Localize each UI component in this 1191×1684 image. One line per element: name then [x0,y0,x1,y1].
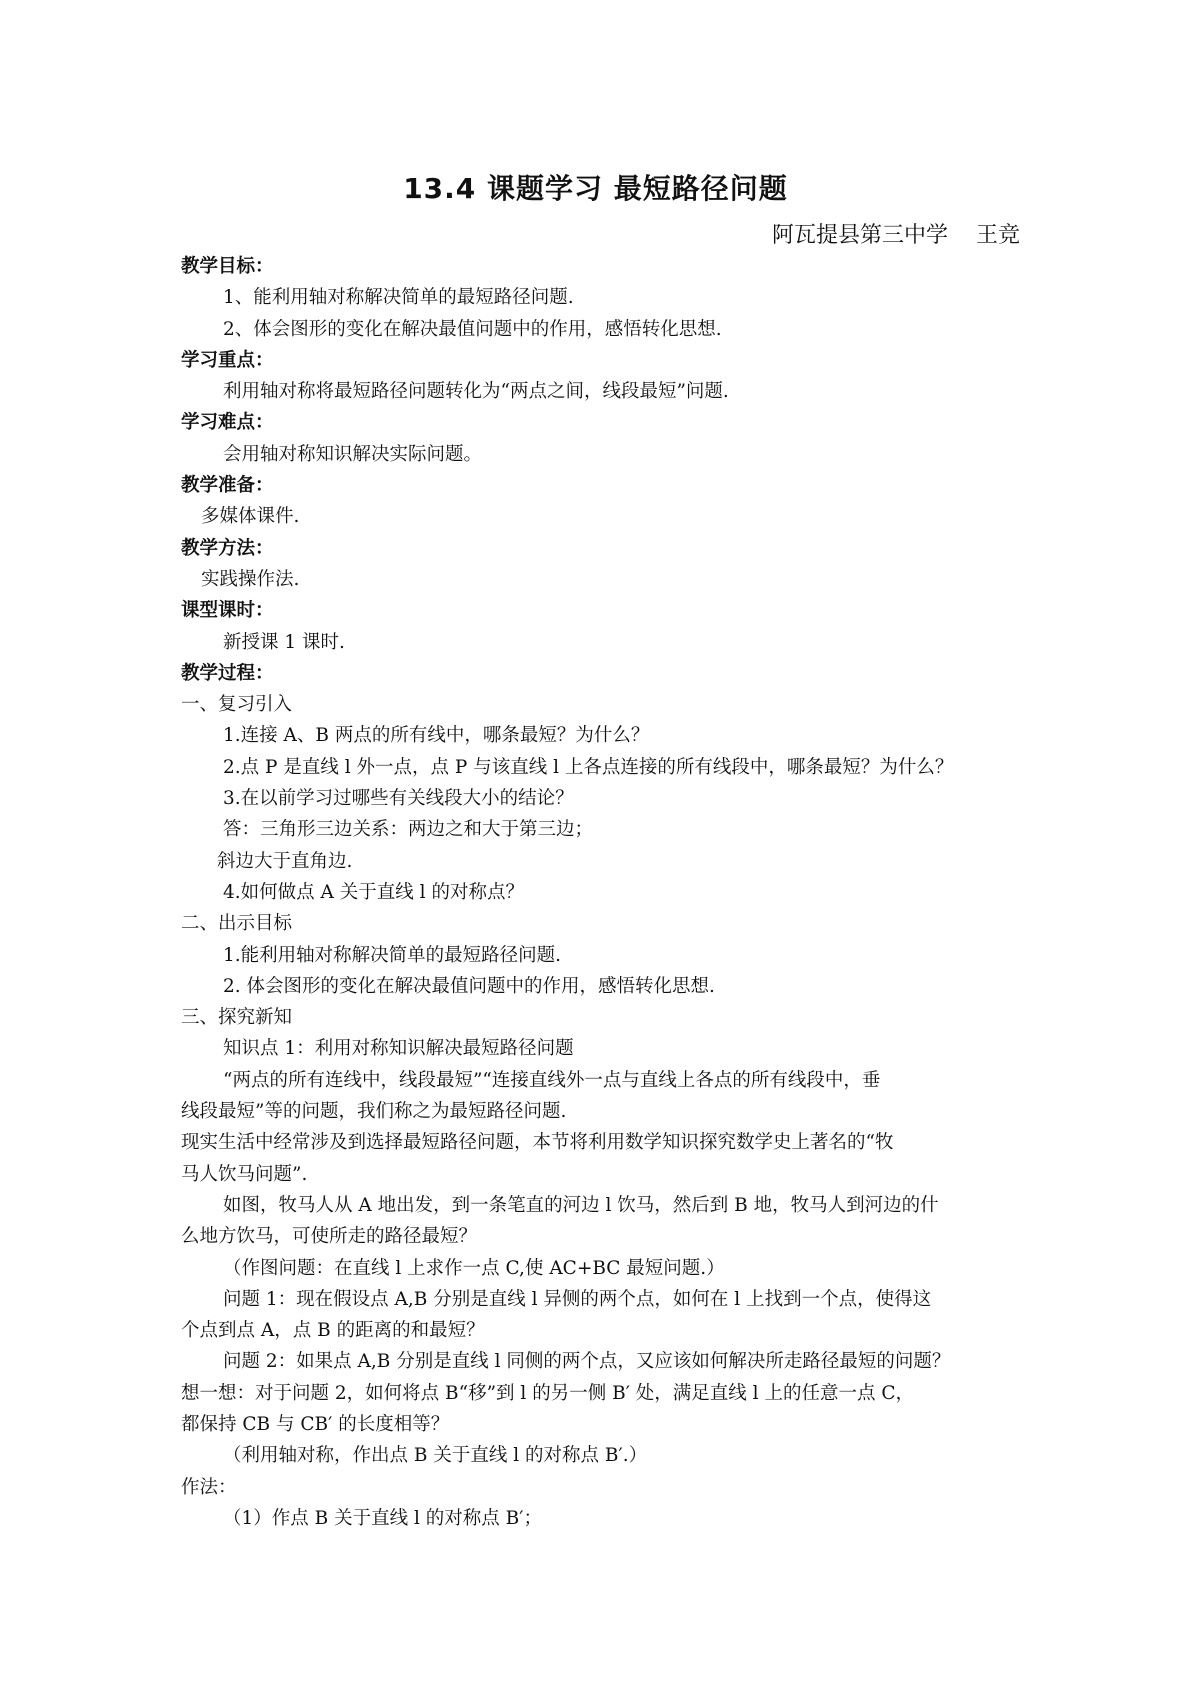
text-line: 三、探究新知 [181,1007,293,1029]
section-heading: 教学准备： [181,475,274,497]
section-heading: 学习重点： [181,349,274,371]
text-line: 利用轴对称将最短路径问题转化为“两点之间，线段最短”问题. [223,381,729,403]
text-line: 个点到点 A，点 B 的距离的和最短？ [181,1320,485,1342]
document-body [181,251,1023,1534]
text-line: 答：三角形三边关系：两边之和大于第三边； [223,819,594,841]
text-line: 么地方饮马，可使所走的路径最短？ [181,1226,478,1248]
text-line: 2. 体会图形的变化在解决最值问题中的作用，感悟转化思想. [223,975,715,997]
text-line: 马人饮马问题”. [181,1163,308,1185]
page-title: 13.4 课题学习 最短路径问题 [403,172,788,205]
section-heading: 学习难点： [181,412,274,434]
text-line: 1、能利用轴对称解决简单的最短路径问题. [223,287,574,309]
text-line: 1.连接 A、B 两点的所有线中，哪条最短？为什么？ [223,725,650,747]
text-line: 一、复习引入 [181,694,293,716]
text-line: “两点的所有连线中，线段最短”“连接直线外一点与直线上各点的所有线段中，垂 [223,1069,881,1091]
text-line: 问题 1：现在假设点 A,B 分别是直线 l 异侧的两个点，如何在 l 上找到一个点，使得这 [223,1288,932,1310]
text-line: 问题 2：如果点 A,B 分别是直线 l 同侧的两个点，又应该如何解决所走路径最短的问题？ [223,1351,951,1373]
text-line: 如图，牧马人从 A 地出发，到一条笔直的河边 l 饮马，然后到 B 地，牧马人到河边的什 [223,1194,939,1216]
text-line: （作图问题：在直线 l 上求作一点 C,使 AC+BC 最短问题.） [223,1257,725,1279]
text-line: 二、出示目标 [181,913,293,935]
text-line: 实践操作法. [201,568,300,590]
text-line: 想一想：对于问题 2，如何将点 B“移”到 l 的另一侧 B′ 处，满足直线 l 上的任意一点 C， [181,1382,914,1404]
text-line: 1.能利用轴对称解决简单的最短路径问题. [223,944,562,966]
text-line: 知识点 1：利用对称知识解决最短路径问题 [223,1038,574,1060]
text-line: 2.点 P 是直线 l 外一点，点 P 与该直线 l 上各点连接的所有线段中，哪条最短？为什么？ [223,756,954,778]
text-line: 线段最短”等的问题，我们称之为最短路径问题. [181,1101,567,1123]
text-line: 作法： [181,1476,237,1498]
text-line: 4.如何做点 A 关于直线 l 的对称点？ [223,881,524,903]
text-line: 2、体会图形的变化在解决最值问题中的作用，感悟转化思想. [223,318,722,340]
text-line: 斜边大于直角边. [217,850,353,872]
text-line: （利用轴对称，作出点 B 关于直线 l 的对称点 B′.） [223,1445,648,1467]
text-line: 新授课 1 课时. [223,631,345,653]
text-line: 多媒体课件. [201,506,300,528]
section-heading: 教学目标： [181,256,274,277]
section-heading: 课型课时： [181,600,274,622]
text-line: 会用轴对称知识解决实际问题。 [223,443,483,465]
text-line: 都保持 CB 与 CB′ 的长度相等？ [181,1413,450,1435]
text-line: （1）作点 B 关于直线 l 的对称点 B′； [223,1507,542,1529]
section-heading: 教学方法： [181,537,274,559]
text-line: 现实生活中经常涉及到选择最短路径问题，本节将利用数学知识探究数学史上著名的“牧 [181,1132,894,1154]
section-heading: 教学过程： [181,662,274,684]
text-line: 3.在以前学习过哪些有关线段大小的结论？ [223,788,574,810]
author-line: 阿瓦提县第三中学 王竞 [772,223,1020,248]
